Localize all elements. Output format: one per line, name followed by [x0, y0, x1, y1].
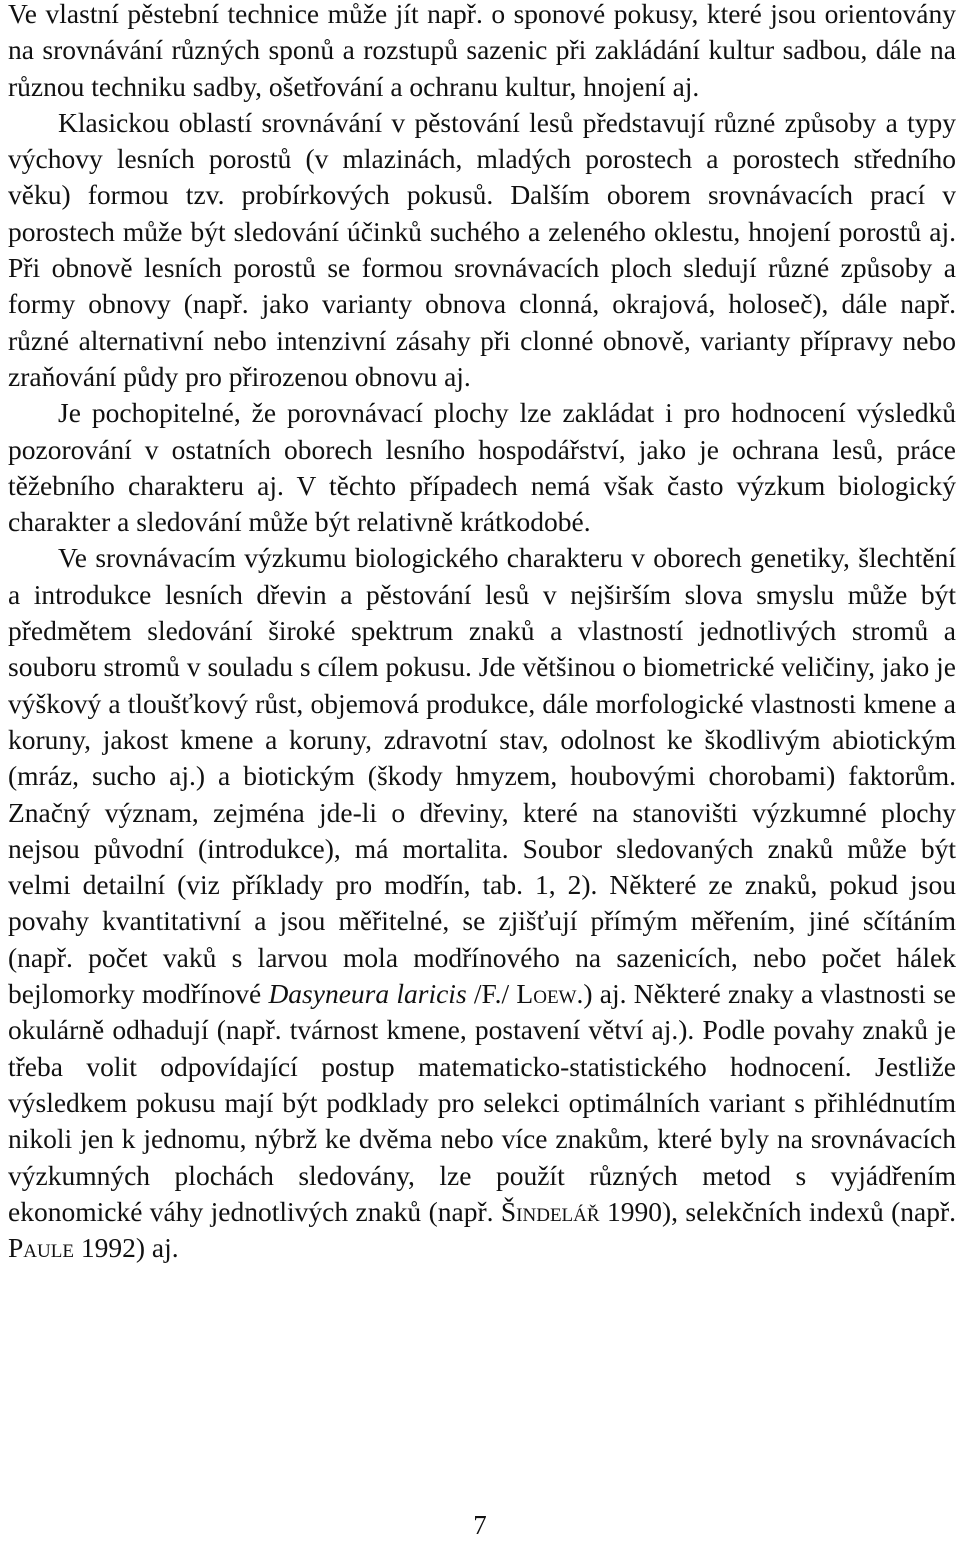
- paragraph-text-part: 1992) aj.: [73, 1232, 179, 1264]
- paragraph-sponove-pokusy: Ve vlastní pěstební technice může jít např. o sponové pokusy, které jsou orientovány na srovnávání různých sponů a rozstupů sazenic při zakládání kultur sadbou, dále na různou techniku sadby, ošetřování a ochranu kultur, hnojení aj.: [8, 0, 956, 102]
- paragraph-text-part: .) aj. Některé znaky a vlastnosti se okulárně odhadují (např. tvárnost kmene, postavení větví aj.). Podle povahy znaků je třeba volit odpovídající postup matematicko-statistického hodnocení. Jestliže výsledkem pokusu mají být podklady pro selekci optimálních variant s přihlédnutím nikoli jen k jednomu, nýbrž ke dvěma nebo více znakům, které byly na srovnávacích výzkumných plochách sledovány, lze použít různých metod s vyjádřením ekonomické váhy jednotlivých znaků (např.: [8, 978, 956, 1227]
- document-page: [8, 0, 956, 1266]
- paragraph-text-part: Ve srovnávacím výzkumu biologického charakteru v oborech genetiky, šlechtění a introdukce lesních dřevin a pěstování lesů v nejširším slova smyslu může být předmětem sledování široké spektrum znaků a vlastností jednotlivých stromů a souboru stromů v souladu s cílem pokusu. Jde většinou o biometrické veličiny, jako je výškový a tloušťkový růst, objemová produkce, dále morfologické vlastnosti kmene a koruny, jakost kmene a koruny, zdravotní stav, odolnost ke škodlivým abiotickým (mráz, sucho aj.) a biotickým (škody hmyzem, houbovými chorobami) faktorům. Značný význam, zejména jde-li o dřeviny, které na stanovišti výzkumné plochy nejsou původní (introdukce), má mortalita. Soubor sledovaných znaků může být velmi detailní (viz příklady pro modřín, tab. 1, 2). Některé ze znaků, pokud jsou povahy kvantitativní a jsou měřitelné, se zjišťují přímým měřením, jiné sčítáním (např. počet vaků s larvou mola modřínového na sazenicích, nebo počet hálek bejlomorky modřínové: [8, 542, 956, 1010]
- paragraph-text-part: 1990), selekčních indexů (např.: [599, 1195, 956, 1227]
- paragraph-porovnavaci-plochy: Je pochopitelné, že porovnávací plochy lze zakládat i pro hodnocení výsledků pozorování v ostatních oborech lesního hospodářství, jako je ochrana lesů, práce těžebního charakteru aj. V těchto případech nemá však často výzkum biologický charakter a sledování může být relativně krátkodobé.: [8, 397, 956, 538]
- paragraph-srovnavaci-vyzkum: [8, 540, 956, 1266]
- species-name: Dasyneura laricis: [268, 978, 467, 1010]
- paragraph-klasicka-oblast: Klasickou oblastí srovnávání v pěstování lesů představují různé způsoby a typy výchovy lesních porostů (v mlazinách, mladých porostech a porostech středního věku) formou tzv. probírkových pokusů. Dalším oborem srovnávacích prací v porostech může být sledování účinků suchého a zeleného oklestu, hnojení porostů aj. Při obnově lesních porostů se formou srovnávacích ploch sledují různé způsoby a formy obnovy (např. jako varianty obnova clonná, okrajová, holoseč), dále např. různé alternativní nebo intenzivní zásahy při clonné obnově, varianty přípravy nebo zraňování půdy pro přirozenou obnovu aj.: [8, 106, 956, 392]
- author-name: Šindelář: [500, 1195, 600, 1227]
- author-name: Loew: [516, 978, 577, 1010]
- page-number: 7: [473, 1510, 487, 1540]
- author-name: Paule: [8, 1232, 74, 1264]
- paragraph-text-part: /F./: [466, 978, 517, 1010]
